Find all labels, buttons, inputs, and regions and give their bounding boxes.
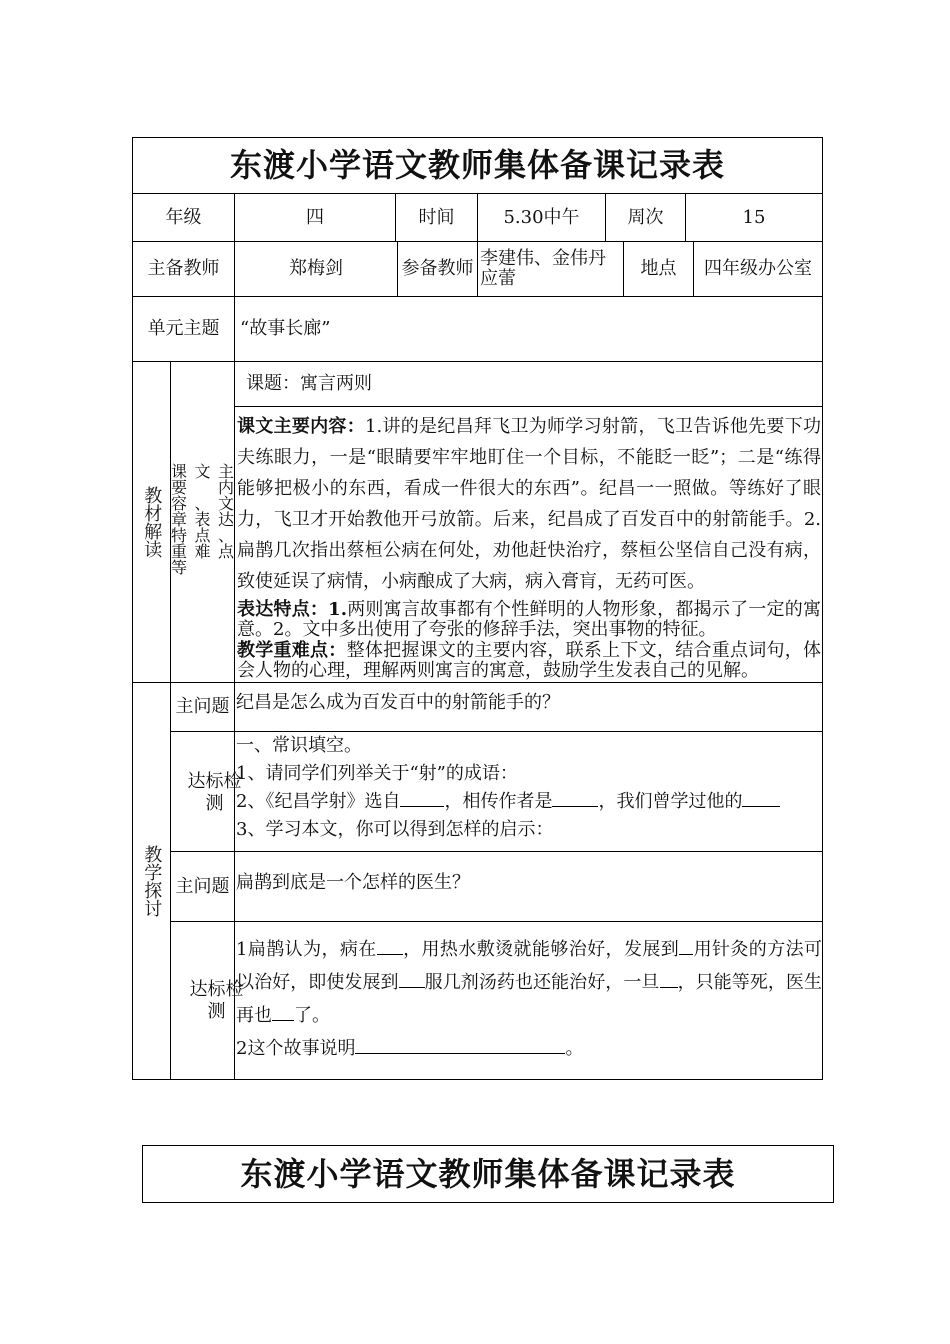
main-question-2: 扁鹊到底是一个怎样的医生？	[236, 872, 470, 894]
check-1	[236, 732, 820, 844]
check-label-1: 达标检测	[187, 771, 242, 814]
textbook-sub-label: 课文主要内容、文章表达特点、重难点等	[171, 462, 234, 577]
blank-field[interactable]	[399, 971, 425, 988]
form-title: 东渡小学语文教师集体备课记录表	[229, 146, 725, 185]
features-label: 表达特点：	[237, 599, 329, 620]
lesson-content	[237, 411, 821, 597]
features-num: 1.	[328, 599, 347, 620]
features-text: 两则寓言故事都有个性鲜明的人物形象，都揭示了一定的寓意。2。文中多出使用了夸张的修辞手法，突出事物的特征。	[237, 599, 822, 640]
time-value: 5.30中午	[503, 206, 580, 228]
unit-theme-value: “故事长廊”	[240, 318, 331, 340]
check1-line1: 一、常识填空。	[236, 735, 362, 756]
main-question-1: 纪昌是怎么成为百发百中的射箭能手的？	[236, 692, 560, 714]
check1-line3: 2、《纪昌学射》选自 ，相传作者是 ，我们曾学过他的	[236, 788, 820, 816]
lead-teacher-label: 主备教师	[147, 258, 220, 280]
unit-theme-label: 单元主题	[147, 318, 220, 340]
main-question-label-2: 主问题	[175, 875, 230, 897]
blank-field[interactable]	[355, 1037, 565, 1054]
blank-field[interactable]	[272, 1004, 294, 1021]
check-2	[236, 933, 822, 1065]
blank-field[interactable]	[552, 790, 598, 807]
check1-line2: 1、请同学们列举关于“射”的成语：	[236, 763, 518, 784]
content-text: 1.讲的是纪昌拜飞卫为师学习射箭，飞卫告诉他先要下功夫练眼力，一是“眼睛要牢牢地盯住一个目标，不能眨一眨”；二是“练得能够把极小的东西，看成一件很大的东西”。纪昌一一照做。等练好了眼力，飞卫才开始教他开弓放箭。后来，纪昌成了百发百中的射箭能手。2.扁鹊几次指出蔡桓公病在何处，劝他赶快治疗，蔡桓公坚信自己没有病，致使延误了病情，小病酿成了大病，病入膏肓，无药可医。	[237, 416, 822, 592]
difficulty-label: 教学重难点：	[237, 640, 347, 661]
textbook-section-label: 教材解读	[141, 486, 163, 558]
check1-line4: 3、学习本文，你可以得到怎样的启示：	[236, 819, 554, 840]
main-question-label-1: 主问题	[175, 696, 230, 718]
blank-field[interactable]	[742, 790, 780, 807]
lead-teacher-value: 郑梅剑	[289, 258, 343, 280]
week-value: 15	[742, 206, 766, 228]
time-label: 时间	[418, 206, 455, 228]
location-label: 地点	[640, 258, 677, 280]
blank-field[interactable]	[679, 938, 693, 955]
grade-label: 年级	[165, 206, 202, 228]
teaching-section-label: 教学探讨	[141, 845, 163, 917]
participants-label: 参备教师	[401, 258, 474, 280]
lesson-title: 课题：寓言两则	[246, 373, 372, 395]
content-label: 课文主要内容：	[237, 416, 365, 437]
form-title-2: 东渡小学语文教师集体备课记录表	[240, 1154, 736, 1193]
grade-value: 四	[306, 206, 324, 228]
expression-features	[237, 600, 821, 640]
blank-field[interactable]	[660, 971, 678, 988]
location-value: 四年级办公室	[704, 258, 812, 280]
check2-paragraph-1: 1扁鹊认为，病在 ，用热水敷烫就能够治好，发展到 用针灸的方法可以治好，即使发展到 服几剂汤药也还能治好，一旦 ，只能等死，医生再也 了。	[236, 939, 823, 1026]
difficulty-text: 整体把握课文的主要内容，联系上下文，结合重点词句，体会人物的心理，理解两则寓言的寓意，鼓励学生发表自己的见解。	[237, 640, 822, 681]
check2-paragraph-2: 2这个故事说明 。	[236, 1038, 584, 1059]
week-label: 周次	[627, 206, 664, 228]
teaching-difficulty	[237, 641, 821, 681]
check-label-2: 达标检测	[189, 979, 244, 1022]
blank-field[interactable]	[377, 938, 403, 955]
participants-value: 李建伟、金伟丹应蕾	[480, 248, 606, 289]
blank-field[interactable]	[400, 790, 444, 807]
